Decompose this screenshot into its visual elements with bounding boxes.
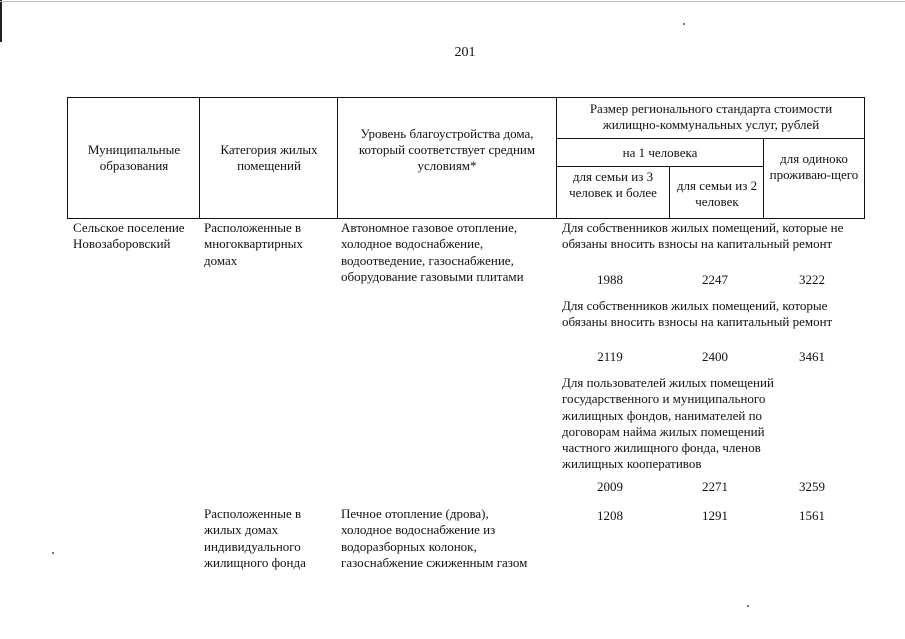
header-family3: для семьи из 3 человек и более: [569, 169, 657, 200]
group2-value-family3: 2119: [597, 349, 623, 364]
header-family2: для семьи из 2 человек: [676, 178, 758, 209]
header-municipality: Муниципальные образования: [87, 142, 181, 173]
group3-value-family2: 2271: [702, 479, 728, 494]
group2-value-family2: 2400: [702, 349, 728, 364]
header-per-person: на 1 человека: [622, 145, 698, 160]
group2-value-single: 3461: [799, 349, 825, 364]
column-divider: [337, 98, 338, 218]
scan-speck: [52, 552, 54, 554]
group1-value-single: 3222: [799, 272, 825, 287]
group3-value-single: 3259: [799, 479, 825, 494]
scan-speck: [683, 23, 685, 25]
page-number: 201: [454, 45, 476, 60]
group3-value-family3: 2009: [597, 479, 623, 494]
column-divider: [763, 139, 764, 218]
row-divider: [556, 166, 764, 167]
row-municipality: Сельское поселение Новозаборовский: [73, 220, 185, 252]
block1-level: Автономное газовое отопление, холодное водоснабжение, водоотведение, газоснабжение, оборудование газовыми плитами: [341, 220, 524, 284]
header-level: Уровень благоустройства дома, который соответствует средним условиям*: [358, 126, 536, 173]
column-divider: [199, 98, 200, 218]
table-header: [67, 97, 865, 219]
block2-value-single: 1561: [799, 508, 825, 523]
header-category: Категория жилых помещений: [220, 142, 318, 173]
header-single: для одиноко проживаю-щего: [769, 151, 859, 182]
group1-label: Для собственников жилых помещений, которые не обязаны вносить взносы на капитальный ремонт: [562, 220, 844, 252]
row-divider: [556, 138, 864, 139]
block1-category: Расположенные в многоквартирных домах: [204, 220, 303, 268]
group1-value-family2: 2247: [702, 272, 728, 287]
scan-edge: [0, 0, 2, 42]
group2-label: Для собственников жилых помещений, которые обязаны вносить взносы на капитальный ремонт: [562, 298, 833, 330]
block2-value-family3: 1208: [597, 508, 623, 523]
block2-category: Расположенные в жилых домах индивидуального жилищного фонда: [204, 506, 306, 570]
group1-value-family3: 1988: [597, 272, 623, 287]
column-divider: [669, 167, 670, 218]
column-divider: [556, 98, 557, 218]
block2-level: Печное отопление (дрова), холодное водоснабжение из водоразборных колонок, газоснабжение сжиженным газом: [341, 506, 528, 570]
scan-speck: [747, 605, 749, 607]
scan-edge-top: [0, 1, 905, 2]
group3-label: Для пользователей жилых помещений государственного и муниципального жилищных фондов, нанимателей по договорам найма жилых помещений частного жилищного фонда, членов жилищных кооперативов: [562, 375, 774, 472]
block2-value-family2: 1291: [702, 508, 728, 523]
header-standard: Размер регионального стандарта стоимости жилищно-коммунальных услуг, рублей: [589, 101, 833, 132]
